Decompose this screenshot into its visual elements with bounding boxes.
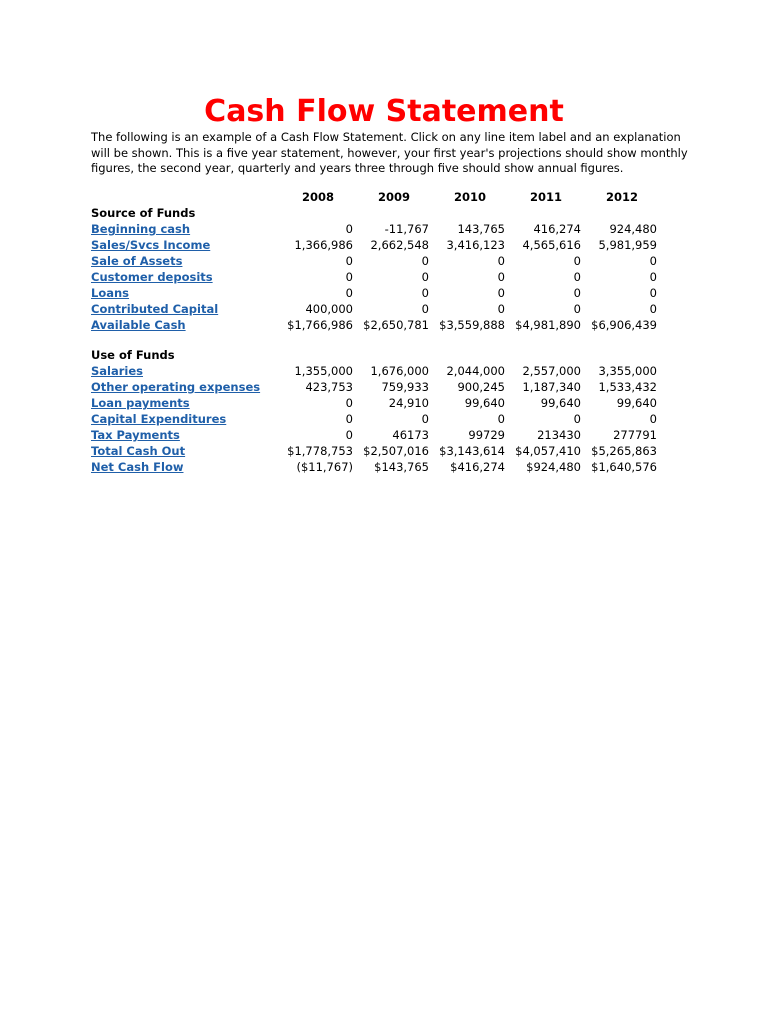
value-cell: 0 [421, 254, 429, 268]
value-cell: $3,143,614 [439, 444, 505, 458]
year-header: 2012 [605, 189, 638, 204]
line-item-link[interactable]: Salaries [91, 364, 144, 378]
line-item-link[interactable]: Customer deposits [91, 270, 213, 284]
value-cell: 0 [421, 412, 429, 426]
value-cell: 99729 [468, 428, 505, 442]
value-cell: 0 [345, 222, 353, 236]
section-heading: Source of Funds [91, 206, 196, 220]
value-cell: 0 [345, 412, 353, 426]
value-cell: 24,910 [388, 396, 429, 410]
value-cell: $5,265,863 [591, 444, 657, 458]
value-cell: 0 [573, 270, 581, 284]
value-cell: $3,559,888 [439, 318, 505, 332]
row-label-cell [88, 379, 280, 395]
value-cell: 2,662,548 [370, 238, 429, 252]
value-cell: $6,906,439 [591, 318, 657, 332]
row-label-cell [88, 221, 280, 237]
value-cell: 1,187,340 [522, 380, 581, 394]
value-cell: 277791 [613, 428, 657, 442]
value-cell: $1,778,753 [287, 444, 353, 458]
value-cell: 0 [345, 428, 353, 442]
value-cell: 0 [345, 396, 353, 410]
row-label-cell [88, 443, 280, 459]
value-cell: 924,480 [609, 222, 657, 236]
line-item-link[interactable]: Available Cash [91, 318, 186, 332]
line-item-link[interactable]: Capital Expenditures [91, 412, 227, 426]
line-item-link[interactable]: Loans [91, 286, 130, 300]
table-row [88, 443, 660, 459]
value-cell: -11,767 [384, 222, 429, 236]
value-cell: 46173 [392, 428, 429, 442]
value-cell: 0 [497, 412, 505, 426]
value-cell: $1,640,576 [591, 460, 657, 474]
value-cell: 0 [649, 286, 657, 300]
year-header: 2009 [377, 189, 410, 204]
value-cell: $4,057,410 [515, 444, 581, 458]
section-spacer [88, 333, 660, 347]
value-cell: 0 [649, 254, 657, 268]
value-cell: 0 [573, 302, 581, 316]
value-cell: $4,981,890 [515, 318, 581, 332]
value-cell: 900,245 [457, 380, 505, 394]
row-label-cell [88, 301, 280, 317]
value-cell: 0 [573, 412, 581, 426]
source-section-heading-row [88, 205, 660, 221]
table-row [88, 269, 660, 285]
table-row [88, 427, 660, 443]
row-label-cell [88, 237, 280, 253]
row-label-cell [88, 317, 280, 333]
value-cell: 2,044,000 [446, 364, 505, 378]
year-header-row [88, 188, 660, 205]
value-cell: 0 [649, 302, 657, 316]
value-cell: $924,480 [526, 460, 581, 474]
value-cell: 2,557,000 [522, 364, 581, 378]
value-cell: 0 [497, 302, 505, 316]
cash-flow-table [88, 188, 660, 475]
value-cell: 3,355,000 [598, 364, 657, 378]
value-cell: 0 [345, 286, 353, 300]
year-header: 2008 [301, 189, 334, 204]
table-row [88, 237, 660, 253]
value-cell: 99,640 [616, 396, 657, 410]
value-cell: ($11,767) [296, 460, 353, 474]
row-label-cell [88, 459, 280, 475]
row-label-cell [88, 253, 280, 269]
line-item-link[interactable]: Contributed Capital [91, 302, 219, 316]
value-cell: 0 [573, 286, 581, 300]
value-cell: 416,274 [533, 222, 581, 236]
value-cell: 5,981,959 [598, 238, 657, 252]
value-cell: $143,765 [374, 460, 429, 474]
value-cell: 0 [573, 254, 581, 268]
line-item-link[interactable]: Tax Payments [91, 428, 180, 442]
value-cell: 1,355,000 [294, 364, 353, 378]
line-item-link[interactable]: Sale of Assets [91, 254, 183, 268]
value-cell: 0 [497, 270, 505, 284]
table-row [88, 253, 660, 269]
row-label-cell [88, 427, 280, 443]
row-label-cell [88, 411, 280, 427]
year-header: 2010 [453, 189, 486, 204]
row-label-cell [88, 285, 280, 301]
table-row [88, 459, 660, 475]
table-row [88, 379, 660, 395]
value-cell: $2,650,781 [363, 318, 429, 332]
value-cell: 4,565,616 [522, 238, 581, 252]
table-row [88, 395, 660, 411]
table-row [88, 317, 660, 333]
value-cell: 0 [421, 270, 429, 284]
value-cell: 0 [421, 302, 429, 316]
year-header: 2011 [529, 189, 562, 204]
line-item-link[interactable]: Sales/Svcs Income [91, 238, 211, 252]
row-label-cell [88, 395, 280, 411]
value-cell: 0 [421, 286, 429, 300]
value-cell: 99,640 [464, 396, 505, 410]
value-cell: 0 [345, 270, 353, 284]
table-row [88, 363, 660, 379]
value-cell: 143,765 [457, 222, 505, 236]
line-item-link[interactable]: Loan payments [91, 396, 190, 410]
value-cell: 3,416,123 [446, 238, 505, 252]
page-title: Cash Flow Statement [204, 94, 564, 129]
table-row [88, 285, 660, 301]
value-cell: 0 [497, 286, 505, 300]
value-cell: 0 [649, 412, 657, 426]
value-cell: 0 [649, 270, 657, 284]
intro-text: The following is an example of a Cash Flow Statement. Click on any line item label and an explanation will be shown. This is a five year statement, however, your first year's projections should show monthly figures, the second year, quarterly and years three through five should show annual figures. [91, 130, 688, 175]
value-cell: 1,366,986 [294, 238, 353, 252]
value-cell: 0 [497, 254, 505, 268]
value-cell: 1,676,000 [370, 364, 429, 378]
value-cell: 400,000 [305, 302, 353, 316]
line-item-link[interactable]: Net Cash Flow [91, 460, 184, 474]
value-cell: 423,753 [305, 380, 353, 394]
value-cell: 213430 [537, 428, 581, 442]
value-cell: 99,640 [540, 396, 581, 410]
use-section-heading-row [88, 347, 660, 363]
line-item-link[interactable]: Beginning cash [91, 222, 191, 236]
table-row [88, 221, 660, 237]
line-item-link[interactable]: Total Cash Out [91, 444, 186, 458]
value-cell: 759,933 [381, 380, 429, 394]
row-label-cell [88, 363, 280, 379]
value-cell: $416,274 [450, 460, 505, 474]
table-row [88, 301, 660, 317]
row-label-cell [88, 269, 280, 285]
value-cell: 1,533,432 [598, 380, 657, 394]
value-cell: 0 [345, 254, 353, 268]
spacer-cell [88, 333, 660, 347]
value-cell: $2,507,016 [363, 444, 429, 458]
line-item-link[interactable]: Other operating expenses [91, 380, 261, 394]
header-blank [88, 188, 280, 205]
value-cell: $1,766,986 [287, 318, 353, 332]
section-heading: Use of Funds [91, 348, 175, 362]
table-row [88, 411, 660, 427]
